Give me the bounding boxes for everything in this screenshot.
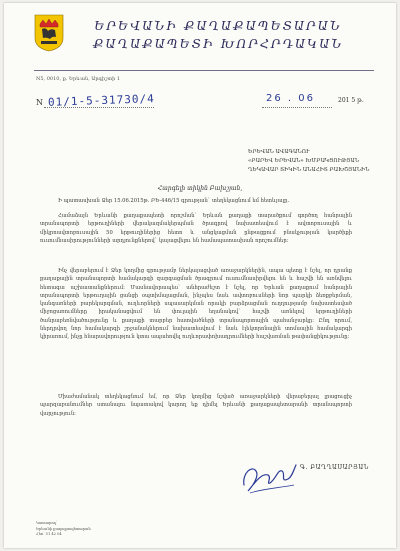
reference-number: 01/1-5-31730/4 <box>47 92 155 109</box>
header-title-line1: ԵՐԵՎԱՆԻ ՔԱՂԱՔԱՊԵՏԱՐԱՆ <box>94 18 342 33</box>
letter-date: 26 . 06 <box>266 93 315 104</box>
letter-year: 201 5 թ. <box>338 97 364 104</box>
footer-executor <box>36 521 91 538</box>
footer-line2: Երևանի քաղաքապետարան <box>36 526 91 531</box>
footer-line1: Կատարող՝ <box>36 521 58 525</box>
footer-line3: Հեռ՝ 51 42 04 <box>36 532 62 536</box>
signature-icon <box>238 455 300 497</box>
header-address: N5, 0010, ք. Երևան, Արգիշտի 1 <box>36 76 121 82</box>
city-emblem-icon <box>34 14 64 52</box>
body-paragraph-3: Ինչ վերաբերում է Ձեր կողմից գրությամբ ներկայացված առաջարկներին, ապա պետք է նշել, որ դրանք քաղաքային տրանսպորտի համակարգի զարգացման ծրագրում ուսումնասիրվելու են և հաշվի են առնվելու հետագա աշխատանքներում: Մասնավորապես` անհրաժեշտ է նշել, որ Երևան քաղաքում հանրային տրանսպորտի երթուղային ցանցի օպտիմալացման, ինչպես նաև ավտոբուսների նոր պարկի ձեռքբերման, կանգառների բարեկարգման, ուղևորների սպասարկման որակի բարձրացման ուղղությամբ նախատեսված միջոցառումները իրականացվում են փուլային եղանակով` հաշվի առնելով երթուղիների ծանրաբեռնվածությունը և քաղաքի տարբեր հատվածների տրանսպորտային պահանջարկը: Ընդ որում, ներդրվող նոր համակարգի շրջանակներում նախատեսվում է նաև էլեկտրոնային տոմսային համակարգի կիրառում, ինչը հնարավորություն կտա ապահովել ուղևորափոխադրումների հաշվառման թափանցիկությունը: <box>40 268 352 341</box>
body-paragraph-2: Համաձայն Երևանի քաղաքապետի որոշման՝ Երևան քաղաքի տարածքում գործող հանրային տրանսպորտի երթուղիների վերակազմակերպման ծրագրով նախատեսվում է ավտոբուսային և միկրոավտոբուսային 50 երթուղիներից հետո և անցկացման ընթացքում բնակչության կարծիքի ուսումնասիրությունների արդյունքներով` կայացվելու են համապատասխան որոշումներ: <box>40 213 352 244</box>
header-divider <box>34 70 374 71</box>
recipient-line3: ՂԵԿԱՎԱՐ ՏԻԿԻՆ ԱՆԱՀԻՏ ԲԱԽՇՅԱՆԻՆ <box>248 167 370 173</box>
signer-name: Գ. ԲԱՂՂԱՍԱՐՅԱՆ <box>300 464 369 471</box>
recipient-block <box>248 148 388 175</box>
date-dotted-line <box>262 107 332 108</box>
body-paragraph-4: Միաժամանակ տեղեկացնում եմ, որ Ձեր կողմից նշված առաջարկների վերաբերյալ լրացուցիչ պարզաբանումներ ստանալու նպատակով կարող եք դիմել Երևանի քաղաքապետարանի տրանսպորտի վարչություն: <box>40 394 352 417</box>
salutation: Հարգելի տիկին Բախշյան, <box>157 185 243 192</box>
body-paragraph-1: Ի պատասխան Ձեր 15.06.2015թ. ԲԵ-446/15 գրության` տեղեկացնում եմ հետևյալը. <box>58 198 290 204</box>
recipient-line1: ԵՐԵՎԱՆ ԱՎԱԳԱՆՈՒ <box>248 149 310 155</box>
header-title-line2: ՔԱՂԱՔԱՊԵՏԻ ԽՈՐՀՐԴԱԿԱՆ <box>92 36 344 51</box>
reference-prefix: N <box>36 98 43 107</box>
recipient-line2: «ԲԱՐԵՎ ԵՐԵՎԱՆ» ԽՄԲԱԿՑՈՒԹՅԱՆ <box>248 158 359 164</box>
